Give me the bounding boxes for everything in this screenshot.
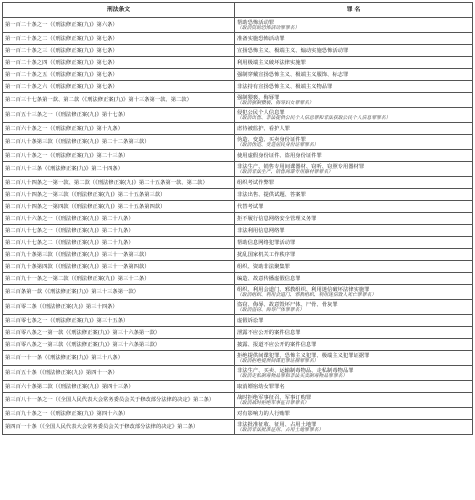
article-cell: 第二百八十四条之一第三款（《刑法修正案(九)》第二十五条第三款） bbox=[3, 189, 235, 201]
table-row bbox=[3, 201, 473, 213]
charge-cell bbox=[235, 45, 473, 57]
table-row bbox=[3, 366, 473, 381]
charge-note: （取消走私制毒物品罪和非法买卖制毒物品罪罪名） bbox=[237, 373, 348, 379]
charge-name: 对有影响力的人行贿罪 bbox=[237, 410, 290, 417]
charge-name: 扰乱国家机关工作秩序罪 bbox=[237, 251, 296, 258]
table-row bbox=[3, 69, 473, 81]
charge-table-wrapper bbox=[2, 2, 472, 498]
article-cell: 第四百一十条（《全国人民代表大会常务委员会关于修改部分法律的决定》第二条） bbox=[3, 420, 235, 435]
table-row bbox=[3, 18, 473, 33]
article-cell: 第一百二十条之六（《刑法修正案(九)》第七条） bbox=[3, 81, 235, 93]
table-row bbox=[3, 327, 473, 339]
charge-note: （取消非法生产、销售间谍专用器材罪罪名） bbox=[237, 169, 333, 175]
table-row bbox=[3, 381, 473, 393]
table-row bbox=[3, 285, 473, 300]
charge-name: 非法生产、买卖、运输制毒物品、走私制毒物品罪 bbox=[237, 367, 354, 374]
charge-cell bbox=[235, 135, 473, 150]
charge-name: 非法利用信息网络罪 bbox=[237, 227, 285, 234]
article-cell: 第三百零二条（《刑法修正案(九)》第三十四条） bbox=[3, 300, 235, 315]
charge-cell bbox=[235, 249, 473, 261]
charge-name: 宣扬恐怖主义、极端主义、煽动实施恐怖活动罪 bbox=[237, 47, 349, 54]
charge-cell bbox=[235, 381, 473, 393]
charge-name: 非法生产、销售专用间谍器材、窃听、窃照专用器材罪 bbox=[237, 163, 365, 170]
table-row bbox=[3, 123, 473, 135]
article-cell: 第三百九十条之一（《刑法修正案(九)》第四十六条） bbox=[3, 408, 235, 420]
charge-name: 侵犯公民个人信息罪 bbox=[237, 109, 285, 116]
charge-name: 非法持有宣扬恐怖主义、极端主义物品罪 bbox=[237, 83, 333, 90]
article-cell: 第二百八十三条（《刑法修正案(九)》第二十四条） bbox=[3, 162, 235, 177]
charge-cell bbox=[235, 393, 473, 408]
table-row bbox=[3, 408, 473, 420]
charge-name: 非法批准征收、征用、占用土地罪 bbox=[237, 421, 317, 428]
charge-cell bbox=[235, 315, 473, 327]
charge-name: 组织、利用会道门、邪教组织、利用迷信破坏法律实施罪 bbox=[237, 286, 370, 293]
charge-name: 泄露不应公开的案件信息罪 bbox=[237, 329, 301, 336]
article-cell: 第三百零七条之一（《刑法修正案(九)》第三十五条） bbox=[3, 315, 235, 327]
charge-cell bbox=[235, 162, 473, 177]
charge-name: 准备实施恐怖活动罪 bbox=[237, 35, 285, 42]
charge-name: 强制猥亵、侮辱罪 bbox=[237, 94, 280, 101]
charge-name: 伪造、变造、买卖身份证件罪 bbox=[237, 136, 306, 143]
table-row bbox=[3, 273, 473, 285]
charge-name: 组织、资助非法聚集罪 bbox=[237, 263, 290, 270]
charge-cell bbox=[235, 351, 473, 366]
charge-name: 利用极端主义破坏法律实施罪 bbox=[237, 59, 306, 66]
table-row bbox=[3, 162, 473, 177]
table-row bbox=[3, 237, 473, 249]
charge-name: 取消嫖宿幼女罪罪名 bbox=[237, 383, 285, 390]
charge-name: 战时拒绝军事征召、军事订购罪 bbox=[237, 394, 312, 401]
article-cell: 第三百条第一款（《刑法修正案(九)》第三十三条第一款） bbox=[3, 285, 235, 300]
article-cell: 第三百八十一条之一（《全国人民代表大会常务委员会关于修改部分法律的决定》第二条） bbox=[3, 393, 235, 408]
charge-cell bbox=[235, 285, 473, 300]
charge-name: 披露、报道不应公开的案件信息罪 bbox=[237, 341, 317, 348]
charge-name: 非法出售、提供试题、答案罪 bbox=[237, 191, 306, 198]
charge-cell bbox=[235, 420, 473, 435]
charge-cell bbox=[235, 57, 473, 69]
charge-name: 组织考试作弊罪 bbox=[237, 179, 275, 186]
article-cell: 第二百八十条之一（《刑法修正案(九)》第二十三条） bbox=[3, 150, 235, 162]
table-row bbox=[3, 189, 473, 201]
article-cell: 第三百六十条第二款（《刑法修正案(九)》第四十三条） bbox=[3, 381, 235, 393]
article-cell: 第二百五十三条之一（《刑法修正案(九)》第十七条） bbox=[3, 108, 235, 123]
table-row bbox=[3, 315, 473, 327]
article-cell: 第二百八十四条之一第四款（《刑法修正案(九)》第二十五条第四款） bbox=[3, 201, 235, 213]
article-cell: 第二百九十一条之一第二款（《刑法修正案(九)》第三十二条） bbox=[3, 273, 235, 285]
table-row bbox=[3, 213, 473, 225]
article-cell: 第一百二十条之五（《刑法修正案(九)》第七条） bbox=[3, 69, 235, 81]
table-row bbox=[3, 33, 473, 45]
charge-cell bbox=[235, 69, 473, 81]
charge-name: 拒绝提供间谍犯罪、恐怖主义犯罪、极端主义犯罪证据罪 bbox=[237, 352, 370, 359]
charge-name: 使用虚假身份证件、盗用身份证件罪 bbox=[237, 152, 322, 159]
charge-cell bbox=[235, 18, 473, 33]
charge-name: 虐待被监护、看护人罪 bbox=[237, 125, 290, 132]
table-row bbox=[3, 249, 473, 261]
charge-cell bbox=[235, 123, 473, 135]
charge-cell bbox=[235, 327, 473, 339]
charge-note: （取消拒绝提供间谍犯罪证据罪罪名） bbox=[237, 358, 319, 364]
table-row bbox=[3, 150, 473, 162]
charge-cell bbox=[235, 225, 473, 237]
table-row bbox=[3, 108, 473, 123]
article-cell: 第二百六十条之一（《刑法修正案(九)》第十九条） bbox=[3, 123, 235, 135]
table-row bbox=[3, 225, 473, 237]
charge-name: 强制穿戴宣扬恐怖主义、极端主义服饰、标志罪 bbox=[237, 71, 349, 78]
charge-cell bbox=[235, 339, 473, 351]
article-cell: 第二百八十六条之一（《刑法修正案(九)》第二十八条） bbox=[3, 213, 235, 225]
table-row bbox=[3, 81, 473, 93]
table-row bbox=[3, 57, 473, 69]
table-row bbox=[3, 300, 473, 315]
article-cell: 第三百零八条之一第一款（《刑法修正案(九)》第三十六条第一款） bbox=[3, 327, 235, 339]
charge-note: （取消战时拒绝军事征召罪罪名） bbox=[237, 400, 309, 406]
charge-note: （取消非法批准征用、占用土地罪罪名） bbox=[237, 427, 324, 433]
charge-cell bbox=[235, 93, 473, 108]
charge-note: （取消伪造、变造居民身份证罪罪名） bbox=[237, 142, 319, 148]
table-row bbox=[3, 177, 473, 189]
charge-cell bbox=[235, 237, 473, 249]
charge-cell bbox=[235, 273, 473, 285]
article-cell: 第一百二十条之一（《刑法修正案(九)》第六条） bbox=[3, 18, 235, 33]
charge-table bbox=[2, 2, 473, 435]
article-cell: 第二百八十七条之一（《刑法修正案(九)》第二十九条） bbox=[3, 225, 235, 237]
charge-cell bbox=[235, 81, 473, 93]
table-body bbox=[3, 18, 473, 435]
article-cell: 第一百二十条之三（《刑法修正案(九)》第七条） bbox=[3, 45, 235, 57]
charge-note: （取消强制猥亵、侮辱妇女罪罪名） bbox=[237, 100, 314, 106]
charge-cell bbox=[235, 300, 473, 315]
charge-name: 帮助恐怖活动罪 bbox=[237, 19, 275, 26]
header-article: 刑法条文 bbox=[3, 3, 235, 18]
charge-name: 虚假诉讼罪 bbox=[237, 317, 264, 324]
article-cell: 第二百八十条第三款（《刑法修正案(九)》第二十二条第三款） bbox=[3, 135, 235, 150]
charge-cell bbox=[235, 108, 473, 123]
article-cell: 第三百零八条之一第三款（《刑法修正案(九)》第三十六条第三款） bbox=[3, 339, 235, 351]
table-row bbox=[3, 93, 473, 108]
table-row bbox=[3, 261, 473, 273]
table-row bbox=[3, 420, 473, 435]
article-cell: 第一百二十条之二（《刑法修正案(九)》第七条） bbox=[3, 33, 235, 45]
charge-note: （取消资助恐怖活动罪罪名） bbox=[237, 25, 300, 31]
article-cell: 第三百一十一条（《刑法修正案(九)》第三十八条） bbox=[3, 351, 235, 366]
charge-note: （取消组织、利用会道门、邪教组织、利用迷信致人死亡罪罪名） bbox=[237, 292, 377, 298]
charge-cell bbox=[235, 201, 473, 213]
charge-cell bbox=[235, 150, 473, 162]
article-cell: 第二百三十七条第一款、第二款（《刑法修正案(九)》第十三条第一款、第二款） bbox=[3, 93, 235, 108]
charge-cell bbox=[235, 366, 473, 381]
charge-cell bbox=[235, 213, 473, 225]
charge-cell bbox=[235, 408, 473, 420]
charge-name: 编造、故意传播虚假信息罪 bbox=[237, 275, 301, 282]
charge-name: 代替考试罪 bbox=[237, 203, 264, 210]
charge-name: 盗窃、侮辱、故意毁坏尸体、尸骨、骨灰罪 bbox=[237, 301, 338, 308]
charge-cell bbox=[235, 189, 473, 201]
article-cell: 第二百九十条第三款（《刑法修正案(九)》第三十一条第三款） bbox=[3, 249, 235, 261]
charge-name: 帮助信息网络犯罪活动罪 bbox=[237, 239, 296, 246]
table-row bbox=[3, 135, 473, 150]
table-header-row bbox=[3, 3, 473, 18]
table-row bbox=[3, 45, 473, 57]
article-cell: 第三百五十条（《刑法修正案(九)》第四十一条） bbox=[3, 366, 235, 381]
article-cell: 第一百二十条之四（《刑法修正案(九)》第七条） bbox=[3, 57, 235, 69]
table-row bbox=[3, 351, 473, 366]
table-row bbox=[3, 339, 473, 351]
header-charge: 罪 名 bbox=[235, 3, 473, 18]
article-cell: 第二百九十条第四款（《刑法修正案(九)》第三十一条第四款） bbox=[3, 261, 235, 273]
charge-cell bbox=[235, 261, 473, 273]
table-row bbox=[3, 393, 473, 408]
charge-name: 拒不履行信息网络安全管理义务罪 bbox=[237, 215, 317, 222]
charge-cell bbox=[235, 33, 473, 45]
charge-note: （取消出售、非法提供公民个人信息罪和非法获取公民个人信息罪罪名） bbox=[237, 115, 391, 121]
article-cell: 第二百八十七条之二（《刑法修正案(九)》第二十九条） bbox=[3, 237, 235, 249]
charge-note: （取消盗窃、侮辱尸体罪罪名） bbox=[237, 307, 305, 313]
charge-cell bbox=[235, 177, 473, 189]
article-cell: 第二百八十四条之一第一款、第二款（《刑法修正案(九)》第二十五条第一款、第二款） bbox=[3, 177, 235, 189]
